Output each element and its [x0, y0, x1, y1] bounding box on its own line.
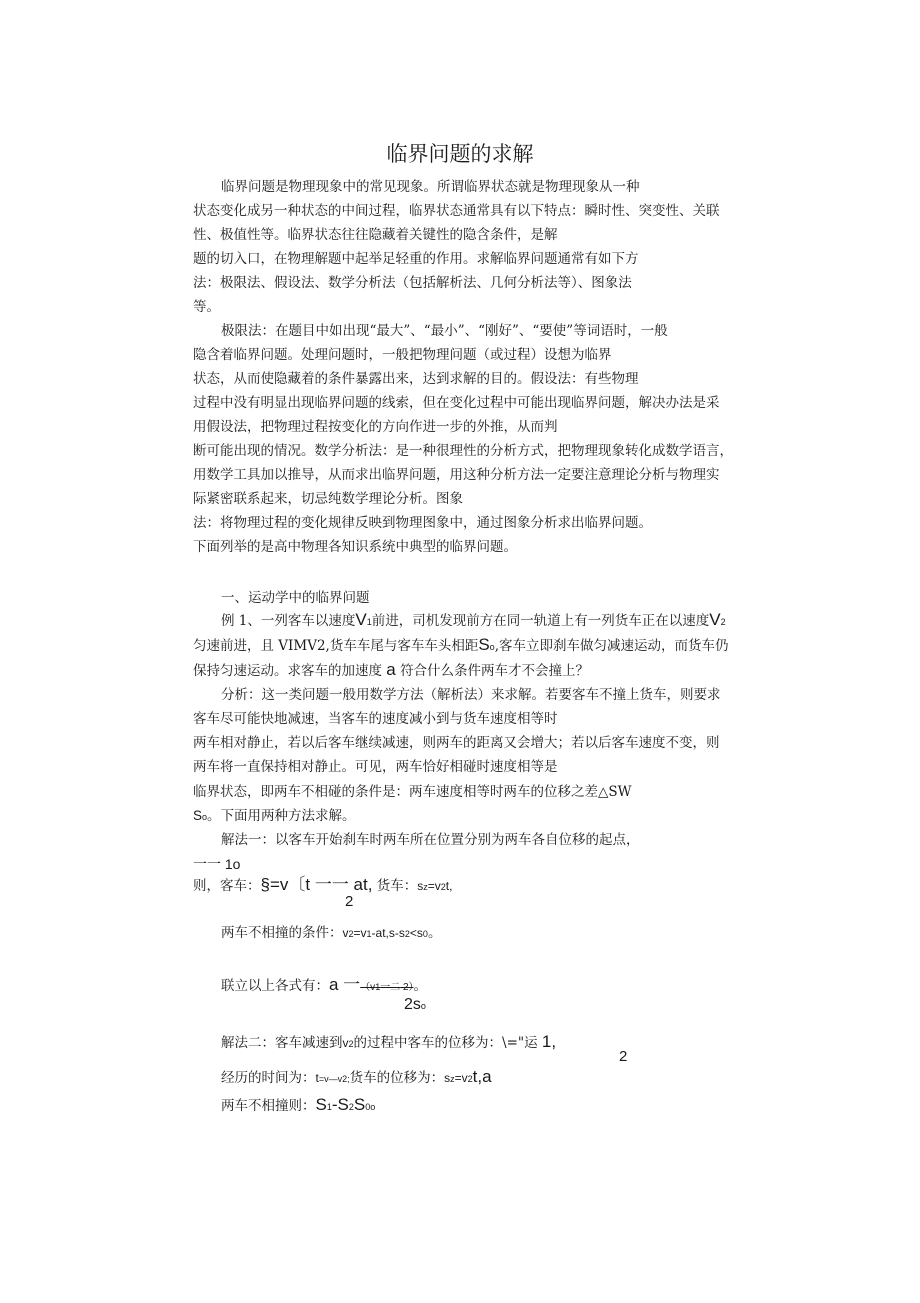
subscript: =v—v — [318, 1074, 343, 1084]
subscript: 2; — [342, 1074, 350, 1084]
subscript: 2 — [348, 929, 354, 939]
paragraph-line: 极限法：在题目中如出现“最大”、“最小”、“刚好”、“要使”等词语时，一般 — [221, 323, 668, 339]
subscript: o — [489, 642, 495, 652]
text: 符合什么条件两车才不会撞上？ — [400, 663, 590, 679]
text: ,客车立即刹车做匀减速运动，而货车仍 — [494, 638, 729, 654]
paragraph-line: 两车相对静止，若以后客车继续减速，则两车的距离又会增大；若以后客车速度不变，则 — [193, 735, 720, 751]
paragraph-line: 过程中没有明显出现临界问题的线索，但在变化过程中可能出现临界问题，解决办法是采 — [193, 395, 720, 411]
paragraph-line: 性、极值性等。临界状态往往隐藏着关键性的隐含条件，是解 — [193, 227, 558, 243]
symbol: S — [478, 635, 490, 654]
symbol: V — [709, 610, 721, 629]
subscript: 2 — [467, 1074, 473, 1084]
paragraph-line: 临界问题是物理现象中的常见现象。所谓临界状态就是物理现象从一种 — [221, 179, 640, 195]
symbol: V — [355, 610, 367, 629]
subscript: o — [420, 1001, 426, 1011]
page-title: 临界问题的求解 — [386, 142, 534, 166]
formula: §=v〔t 一一 at, — [260, 875, 373, 894]
symbol: -at,s-s — [371, 926, 405, 940]
text: 一二 — [380, 982, 401, 993]
text: 。下面用两种方法求解。 — [207, 808, 356, 824]
formula-line — [221, 1097, 375, 1115]
formula-line — [221, 977, 427, 996]
paragraph-line: 际紧密联系起来，切忌纯数学理论分析。图象 — [193, 491, 463, 507]
formula-denominator: 2 — [345, 893, 354, 910]
text: 两车不相撞则： — [221, 1098, 316, 1114]
symbol: t, — [445, 879, 453, 893]
paragraph-line: 两车将一直保持相对静止。可见，两车恰好相碰时速度相等是 — [193, 759, 558, 775]
text: 2s — [404, 996, 421, 1013]
text: 货车： — [376, 878, 418, 894]
symbol: =v — [454, 1071, 468, 1085]
symbol: a 一 — [329, 975, 361, 994]
subscript: 1 — [375, 982, 381, 992]
text: 联立以上各式有： — [221, 978, 329, 994]
symbol: S — [353, 1095, 366, 1114]
symbol: t — [315, 1071, 319, 1085]
subscript: o — [202, 812, 208, 822]
text: 则，客车： — [193, 878, 261, 894]
paragraph-line: 状态变化成另一种状态的中间过程，临界状态通常具有以下特点：瞬时性、突变性、关联 — [193, 203, 720, 219]
text: 前进，司机发现前方在同一轨道上有一列货车正在以速度 — [371, 613, 710, 629]
paragraph-line: 分析：这一类问题一般用数学方法（解析法）来求解。若要客车不撞上货车，则要求 — [221, 687, 721, 703]
symbol: t,a — [472, 1067, 492, 1086]
text: 。 — [427, 925, 442, 941]
subscript: 1 — [366, 929, 372, 939]
paragraph-line: 隐含着临界问题。处理问题时，一般把物理问题（或过程）设想为临界 — [193, 347, 612, 363]
text: 2） — [402, 982, 414, 993]
symbol: a — [386, 660, 396, 679]
paragraph-line: 等。 — [193, 299, 220, 315]
text: 货车的位移为： — [349, 1070, 445, 1086]
text: 经历的时间为： — [221, 1070, 316, 1086]
subscript: 1 — [326, 1102, 332, 1112]
formula-fragment: 2 — [619, 1048, 628, 1065]
paragraph-line: 用数学工具加以推导，从而求出临界问题，用这种分析方法一定要注意理论分析与物理实 — [193, 467, 720, 483]
section-heading: 一、运动学中的临界问题 — [221, 590, 370, 606]
subscript: 2 — [720, 617, 726, 627]
paragraph-line: 法：极限法、假设法、数学分析法（包括解析法、几何分析法等）、图象法 — [193, 275, 632, 291]
text: 两车不相撞的条件： — [221, 925, 343, 941]
subscript: 2 — [404, 929, 410, 939]
example-line — [193, 637, 728, 655]
formula-fragment: 一一 1o — [193, 856, 241, 872]
symbol: -S — [331, 1095, 349, 1114]
paragraph-line: 状态，从而使隐藏着的条件暴露出来，达到求解的目的。假设法：有些物理 — [193, 371, 639, 387]
symbol: s — [417, 879, 424, 893]
subscript: 2 — [440, 882, 446, 892]
text: （v — [360, 982, 376, 993]
formula-line — [193, 877, 452, 895]
paragraph-line: 法：将物理过程的变化规律反映到物理图象中，通过图象分析求出临界问题。 — [193, 515, 652, 531]
symbol: v — [342, 1036, 349, 1050]
text: 解法二：客车减速到 — [221, 1035, 343, 1051]
symbol: 1, — [541, 1032, 557, 1051]
subscript: z — [450, 1074, 455, 1084]
symbol: <s — [409, 926, 423, 940]
subscript: z — [423, 882, 428, 892]
text: 的过程中客车的位移为：\="运 — [353, 1035, 538, 1051]
paragraph-line: 临界状态，即两车不相碰的条件是：两车速度相等时两车的位移之差△SW — [193, 784, 632, 800]
text: 。 — [413, 978, 428, 994]
subscript: 2 — [348, 1039, 354, 1049]
paragraph-line: 用假设法，把物理过程按变化的方向作进一步的外推，从而判 — [193, 419, 558, 435]
formula-denominator — [404, 996, 426, 1014]
text: 保持匀速运动。求客车的加速度 — [193, 663, 382, 679]
symbol: =v — [353, 926, 367, 940]
symbol: S — [193, 808, 203, 823]
paragraph-line: 客车尽可能快地减速，当客车的速度减小到与货车速度相等时 — [193, 711, 558, 727]
text: 例 1、一列客车以速度 — [221, 613, 356, 629]
subscript: 2 — [348, 1102, 354, 1112]
paragraph-line: 下面列举的是高中物理各知识系统中典型的临界问题。 — [193, 539, 517, 555]
text: 匀速前进，且 VIMV2,货车车尾与客车车头相距 — [193, 638, 479, 654]
subscript: 0 — [422, 929, 428, 939]
formula-line — [221, 1034, 556, 1052]
subscript: 1 — [366, 617, 372, 627]
symbol: S — [315, 1095, 327, 1114]
formula-numerator — [360, 982, 413, 993]
symbol: s — [444, 1071, 451, 1085]
paragraph-line — [193, 808, 356, 825]
symbol: v — [342, 926, 349, 940]
formula-line — [221, 1069, 492, 1087]
paragraph-line: 题的切入口，在物理解题中起举足轻重的作用。求解临界问题通常有如下方 — [193, 251, 639, 267]
paragraph-line: 解法一：以客车开始刹车时两车所在位置分别为两车各自位移的起点， — [221, 832, 640, 848]
symbol: =v — [427, 879, 441, 893]
formula-line — [221, 925, 441, 942]
subscript: 0o — [365, 1102, 376, 1112]
example-line — [221, 612, 726, 630]
paragraph-line: 断可能出现的情况。数学分析法：是一种很理性的分析方式，把物理现象转化成数学语言， — [193, 443, 733, 459]
example-line — [193, 662, 589, 679]
